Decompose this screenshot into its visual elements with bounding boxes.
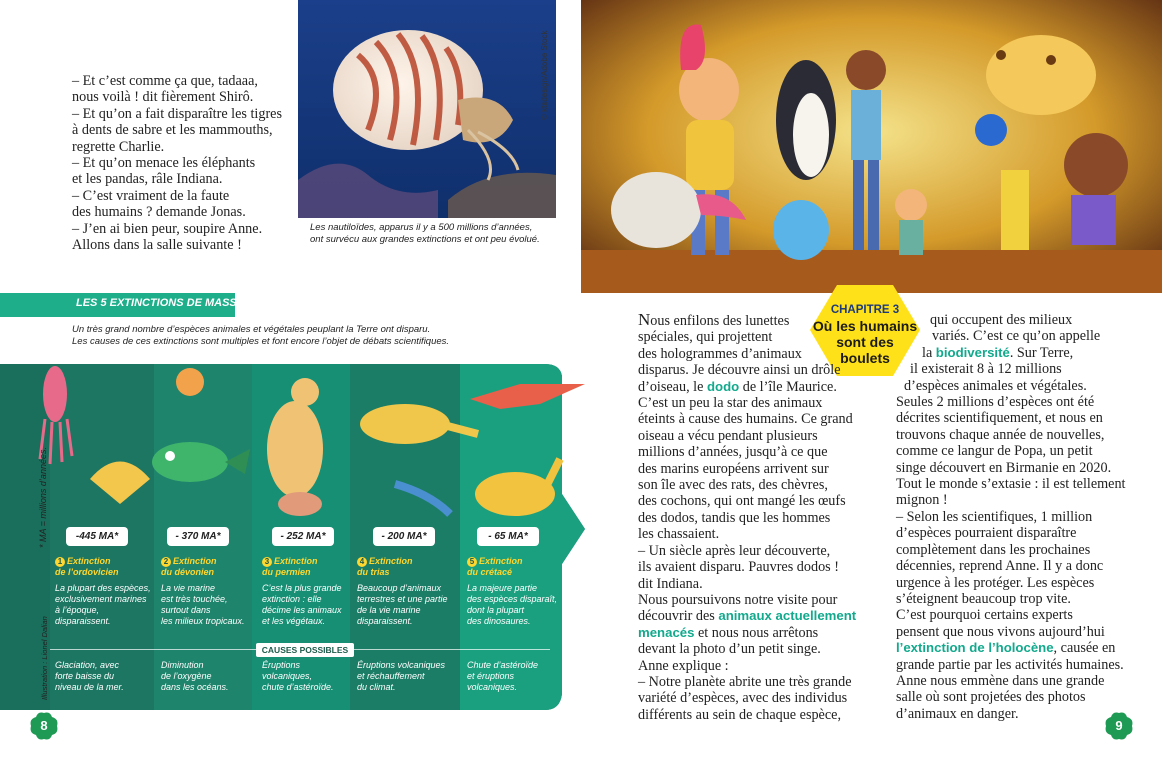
intro-line: Les causes de ces extinctions sont multiples et font encore l’objet de débats scientifiques. — [72, 335, 450, 347]
photo-credit: © ktsdesign/Adobe Stock — [540, 30, 549, 120]
cause-line: Glaciation, avec — [55, 660, 120, 670]
keyword-dodo: dodo — [706, 378, 740, 394]
kid-character — [895, 189, 927, 255]
keyword-extinction-holocene: l’extinction de l’holocène — [896, 640, 1054, 656]
cause-line: Éruptions — [262, 660, 301, 670]
text-fragment: la — [922, 344, 936, 361]
era-name: Extinction — [369, 556, 413, 566]
era-desc-line: dont la plupart — [467, 604, 525, 615]
cause-line: du climat. — [357, 682, 396, 692]
text-line: C’est pourquoi certains experts — [896, 607, 1073, 624]
text-line: décrites scientifiquement, et nous en — [896, 410, 1103, 427]
text-line: singe découvert en Birmanie en 2020. — [896, 459, 1112, 476]
era-desc-line: de la vie marine — [357, 604, 421, 615]
era-desc-line: La vie marine — [161, 582, 216, 593]
text-line: Seules 2 millions d’espèces ont été — [896, 394, 1095, 411]
era-cause — [357, 660, 467, 693]
era-name: de l’ordovicien — [55, 567, 119, 577]
dialogue-text — [72, 73, 282, 253]
text-line: éteints à cause des humains. Ce grand — [638, 411, 853, 428]
nautilus-photo — [298, 0, 556, 218]
text-line: il existerait 8 à 12 millions — [910, 361, 1062, 378]
text-fragment: d’oiseau, le — [638, 378, 707, 395]
text-line: C’est un peu la star des animaux — [638, 395, 823, 412]
keyword-biodiversite: biodiversité — [935, 344, 1010, 360]
era-2 — [161, 556, 261, 627]
era-cause — [161, 660, 261, 693]
text-line: trouvons chaque année de nouvelles, — [896, 426, 1105, 443]
text-line: urgence à les protéger. Les espèces — [896, 574, 1095, 591]
era-desc-line: des dinosaures. — [467, 615, 531, 626]
text-fragment: . Sur Terre, — [1009, 344, 1074, 361]
cause-line: de l’oxygène — [161, 671, 212, 681]
text-line: mignon ! — [896, 492, 948, 509]
dialogue-line: – Et qu’on menace les éléphants — [72, 155, 256, 172]
cause-line: Diminution — [161, 660, 204, 670]
era-desc-line: est très touchée, — [161, 593, 228, 604]
era-desc-line: exclusivement marines — [55, 593, 147, 604]
dialogue-line: – Et qu’on a fait disparaître les tigres — [72, 105, 282, 122]
page-number: 8 — [40, 718, 48, 733]
article-column-2 — [896, 312, 1126, 722]
era-value: - 370 MA* — [167, 527, 229, 546]
illustration-credit: Illustration : Lionel Dalian — [40, 616, 49, 700]
cause-line: forte baisse du — [55, 671, 115, 681]
text-line: complètement dans les prochaines — [896, 541, 1091, 558]
era-desc-line: terrestres et une partie — [357, 593, 448, 604]
text-line: Anne nous emmène dans une grande — [896, 672, 1105, 689]
era-name: Extinction — [274, 556, 318, 566]
text-line: salle où sont projetées des photos — [896, 689, 1086, 706]
text-line: variété d’espèces, avec des individus — [638, 690, 848, 707]
text-line: variés. C’est ce qu’on appelle — [932, 328, 1101, 345]
text-line: des marins européens arrivent sur — [638, 460, 829, 477]
chapter-title-line: sont des — [836, 334, 894, 350]
text-line: – Notre planète abrite une très grande — [638, 673, 852, 690]
text-line: des dodos, tandis que les hommes — [638, 509, 831, 526]
dialogue-line: des humains ? demande Jonas. — [72, 204, 246, 221]
era-cause — [467, 660, 567, 693]
text-line: Nous poursuivons notre visite pour — [638, 591, 838, 608]
era-cause — [262, 660, 362, 693]
era-number: 3 — [262, 557, 272, 567]
text-line: pensent que nous vivons aujourd’hui — [896, 623, 1105, 640]
cause-line: et réchauffement — [357, 671, 425, 681]
era-number: 2 — [161, 557, 171, 567]
dialogue-line: à dents de sabre et les mammouths, — [72, 122, 273, 139]
text-line: décennies, reprend Anne. Il y a donc — [896, 558, 1104, 575]
section-intro — [72, 324, 452, 347]
page-number: 9 — [1115, 718, 1123, 733]
text-line: des cochons, qui ont mangé les œufs — [638, 493, 846, 510]
cause-line: volcaniques, — [262, 671, 313, 681]
era-desc-line: extinction : elle — [262, 593, 322, 604]
text-line: dit Indiana. — [638, 575, 703, 592]
drop-cap: N — [638, 310, 651, 329]
era-5 — [467, 556, 567, 627]
era-desc-line: à l’époque, — [55, 604, 100, 615]
era-desc-line: décime les animaux — [262, 604, 342, 615]
intro-line: Un très grand nombre d’espèces animales et végétales peuplant la Terre ont disparu. — [72, 324, 431, 335]
ma-footnote: * MA = millions d’années. — [38, 447, 48, 548]
ammonite-illustration — [176, 368, 204, 396]
text-line: Tout le monde s’extasie : il est tellement — [896, 476, 1126, 493]
era-1 — [55, 556, 155, 627]
cause-line: Chute d’astéroïde — [467, 660, 539, 670]
cause-line: niveau de la mer. — [55, 682, 124, 692]
era-desc-line: La majeure partie — [467, 582, 538, 593]
cause-line: dans les océans. — [161, 682, 229, 692]
era-name: du crétacé — [467, 567, 513, 577]
cause-line: et éruptions — [467, 671, 515, 681]
cause-line: chute d’astéroïde. — [262, 682, 334, 692]
text-line: qui occupent des milieux — [930, 312, 1073, 328]
keyword-animaux-menaces: animaux actuellement — [718, 608, 857, 624]
text-line: les chassaient. — [638, 526, 720, 543]
dialogue-line: – C’est vraiment de la faute — [72, 187, 230, 204]
text-line: spéciales, qui projettent — [638, 329, 773, 346]
era-value: - 252 MA* — [272, 527, 334, 546]
caption-line: ont survécu aux grandes extinctions et ont peu évolué. — [310, 234, 540, 245]
text-fragment: découvrir des — [638, 608, 719, 625]
era-name: Extinction — [173, 556, 217, 566]
era-desc-line: C’est la plus grande — [262, 582, 342, 593]
text-line: grande partie par les activités humaines. — [896, 656, 1124, 673]
era-cause — [55, 660, 155, 693]
chapter-title-line: Où les humains — [812, 318, 918, 334]
era-4 — [357, 556, 465, 627]
penguin-character — [776, 60, 836, 180]
era-name: Extinction — [67, 556, 111, 566]
dialogue-line: et les pandas, râle Indiana. — [72, 171, 223, 188]
text-line: son île avec des rats, des chèvres, — [638, 477, 828, 494]
era-number: 4 — [357, 557, 367, 567]
text-line: disparus. Je découvre ainsi un drôle — [638, 362, 841, 379]
era-desc-line: Beaucoup d’animaux — [357, 582, 442, 593]
text-line: – Un siècle après leur découverte, — [638, 542, 831, 559]
era-desc-line: les milieux tropicaux. — [161, 615, 245, 626]
text-line: – Selon les scientifiques, 1 million — [896, 508, 1093, 525]
era-desc-line: disparaissent. — [357, 615, 413, 626]
dialogue-line: – J’en ai bien peur, soupire Anne. — [72, 220, 263, 237]
era-number: 1 — [55, 557, 65, 567]
text-line: s’éteignent beaucoup trop vite. — [896, 590, 1071, 607]
text-fragment: et nous nous arrêtons — [694, 624, 819, 641]
chapter-title-line: boulets — [840, 350, 890, 366]
era-desc-line: des espèces disparaît, — [467, 593, 558, 604]
dialogue-line: – Et c’est comme ça que, tadaaa, — [72, 73, 258, 89]
text-line: Anne explique : — [638, 657, 729, 674]
era-3 — [262, 556, 362, 627]
era-value: - 65 MA* — [477, 527, 539, 546]
text-fragment: de l’île Maurice. — [739, 378, 837, 395]
article-column-1 — [638, 312, 883, 723]
era-name: Extinction — [479, 556, 523, 566]
era-name: du trias — [357, 567, 390, 577]
era-value: -445 MA* — [66, 527, 128, 546]
blue-bird-character — [773, 200, 829, 260]
text-line: millions d’années, jusqu’à ce que — [638, 444, 828, 461]
text-line: oiseau a vécu pendant plusieurs — [638, 427, 818, 444]
era-name: du permien — [262, 567, 311, 577]
causes-label: CAUSES POSSIBLES — [256, 643, 354, 657]
era-name: du dévonien — [161, 567, 215, 577]
chapter-label: CHAPITRE 3 — [830, 304, 900, 316]
caption-line: Les nautiloïdes, apparus il y a 500 millions d’années, — [310, 222, 533, 233]
photo-caption — [310, 222, 560, 246]
text-line: ils avaient disparu. Pauvres dodos ! — [638, 559, 839, 576]
era-desc-line: et les végétaux. — [262, 615, 326, 626]
section-title: LES 5 EXTINCTIONS DE MASSE — [76, 297, 245, 309]
text-line: devant la photo d’un petit singe. — [638, 641, 821, 658]
text-line: d’espèces animales et végétales. — [904, 377, 1087, 394]
dialogue-line: regrette Charlie. — [72, 138, 165, 155]
era-desc-line: La plupart des espèces, — [55, 582, 151, 593]
text-line: d’espèces pourraient disparaître — [896, 525, 1077, 542]
text-line: différents au sein de chaque espèce, — [638, 706, 841, 723]
leopard-character — [986, 35, 1096, 115]
era-number: 5 — [467, 557, 477, 567]
text-line: d’animaux en danger. — [896, 705, 1019, 722]
text-line: des hologrammes d’animaux — [638, 345, 802, 362]
text-line: ous enfilons des lunettes — [650, 313, 790, 329]
keyword-menaces: menacés — [638, 624, 695, 640]
cause-line: volcaniques. — [467, 682, 518, 692]
trilobite-illustration — [278, 492, 322, 516]
text-fragment: , causée en — [1053, 640, 1116, 657]
text-line: comme ce langur de Popa, un petit — [896, 443, 1093, 460]
dialogue-line: Allons dans la salle suivante ! — [72, 237, 242, 254]
era-desc-line: disparaissent. — [55, 615, 111, 626]
dialogue-line: nous voilà ! dit fièrement Shirô. — [72, 89, 254, 106]
era-value: - 200 MA* — [373, 527, 435, 546]
cause-line: Éruptions volcaniques — [357, 660, 446, 670]
hologram-illustration — [581, 0, 1162, 293]
era-desc-line: surtout dans — [161, 604, 211, 615]
